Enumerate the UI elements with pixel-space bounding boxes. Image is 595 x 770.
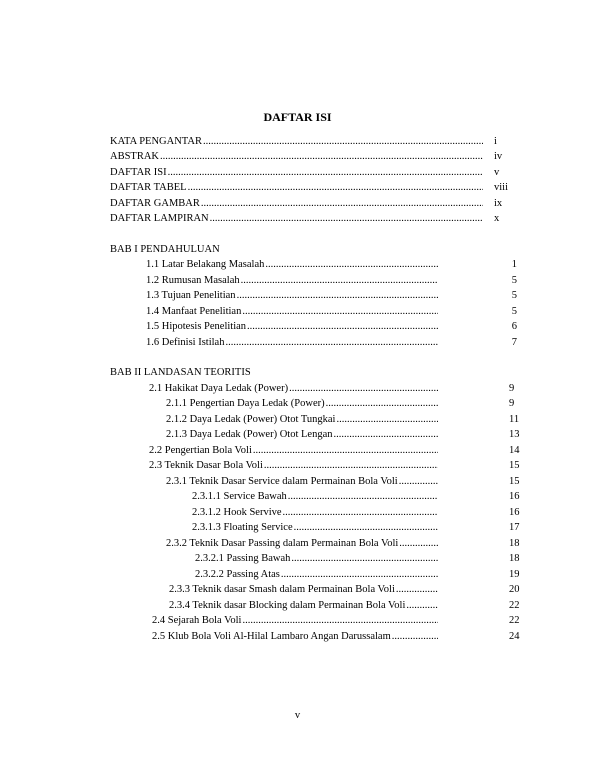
toc-entry[interactable] — [166, 536, 439, 551]
toc-page: 9 — [509, 383, 515, 394]
toc-entry-daftar-gambar[interactable] — [110, 196, 484, 211]
toc-page: 7 — [511, 337, 517, 348]
toc-entry[interactable] — [146, 273, 439, 288]
toc-page: 1 — [511, 259, 517, 270]
toc-entry[interactable] — [149, 458, 439, 473]
toc-label: 1.4 Manfaat Penelitian — [146, 306, 242, 317]
toc-entry[interactable] — [192, 505, 439, 520]
toc-label: 2.3.1 Teknik Dasar Service dalam Permainan Bola Voli — [166, 476, 398, 487]
toc-label: DAFTAR GAMBAR — [110, 198, 200, 209]
toc-label: 1.6 Definisi Istilah — [146, 337, 225, 348]
toc-label: 2.4 Sejarah Bola Voli — [152, 615, 242, 626]
toc-entry-abstrak[interactable] — [110, 149, 484, 164]
toc-label: 2.1.3 Daya Ledak (Power) Otot Lengan — [166, 429, 333, 440]
toc-entry[interactable] — [166, 427, 439, 442]
toc-entry[interactable] — [152, 613, 439, 628]
toc-label: 2.3.4 Teknik dasar Blocking dalam Permainan Bola Voli — [169, 600, 406, 611]
toc-label: 1.2 Rumusan Masalah — [146, 275, 240, 286]
toc-page: 5 — [511, 290, 517, 301]
toc-page: i — [494, 136, 497, 147]
toc-page: ix — [494, 198, 503, 209]
toc-entry[interactable] — [166, 396, 439, 411]
chapter-heading: BAB II LANDASAN TEORITIS — [110, 367, 251, 378]
toc-label: 2.1 Hakikat Daya Ledak (Power) — [149, 383, 289, 394]
toc-label: 2.3.1.1 Service Bawah — [192, 491, 287, 502]
toc-page: 17 — [509, 522, 520, 533]
toc-page: iv — [494, 151, 503, 162]
toc-entry[interactable] — [195, 567, 439, 582]
toc-page: 24 — [509, 631, 520, 642]
toc-page: 18 — [509, 538, 520, 549]
toc-label: 2.3.1.3 Floating Service — [192, 522, 293, 533]
toc-page: v — [494, 167, 500, 178]
toc-entry[interactable] — [149, 443, 439, 458]
toc-page: 15 — [509, 476, 520, 487]
toc-label: 2.1.2 Daya Ledak (Power) Otot Tungkai — [166, 414, 336, 425]
page-number: v — [294, 710, 301, 721]
toc-entry[interactable] — [195, 551, 439, 566]
toc-entry[interactable] — [192, 520, 439, 535]
page-title: DAFTAR ISI — [263, 110, 332, 124]
toc-label: 1.3 Tujuan Penelitian — [146, 290, 236, 301]
toc-entry[interactable] — [149, 381, 439, 396]
toc-label: 2.3.2.1 Passing Bawah — [195, 553, 291, 564]
toc-page: 19 — [509, 569, 520, 580]
toc-page: 18 — [509, 553, 520, 564]
toc-label: 2.3.1.2 Hook Servive — [192, 507, 282, 518]
toc-label: 2.3 Teknik Dasar Bola Voli — [149, 460, 263, 471]
chapter-heading: BAB I PENDAHULUAN — [110, 244, 220, 255]
toc-label: 2.3.2.2 Passing Atas — [195, 569, 280, 580]
toc-entry[interactable] — [146, 335, 439, 350]
toc-entry[interactable] — [192, 489, 439, 504]
toc-label: 2.1.1 Pengertian Daya Ledak (Power) — [166, 398, 325, 409]
toc-page: 5 — [511, 275, 517, 286]
toc-page: 14 — [509, 445, 520, 456]
toc-label: ABSTRAK — [110, 151, 160, 162]
toc-entry-daftar-lampiran[interactable] — [110, 211, 484, 226]
toc-page: 5 — [511, 306, 517, 317]
toc-entry[interactable] — [146, 257, 439, 272]
toc-page: x — [494, 213, 500, 224]
toc-page: 13 — [509, 429, 520, 440]
toc-label: 1.5 Hipotesis Penelitian — [146, 321, 247, 332]
toc-entry-daftar-isi[interactable] — [110, 165, 484, 180]
toc-label: DAFTAR ISI — [110, 167, 167, 178]
toc-entry[interactable] — [146, 319, 439, 334]
toc-page: viii — [494, 182, 509, 193]
toc-page: 11 — [509, 414, 520, 425]
toc-page: 20 — [509, 584, 520, 595]
toc-entry[interactable] — [152, 629, 439, 644]
toc-entry[interactable] — [169, 598, 439, 613]
toc-page: 22 — [509, 600, 520, 611]
toc-label: 1.1 Latar Belakang Masalah — [146, 259, 265, 270]
toc-entry[interactable] — [146, 304, 439, 319]
toc-label: KATA PENGANTAR — [110, 136, 202, 147]
toc-label: 2.3.2 Teknik Dasar Passing dalam Permainan Bola Voli — [166, 538, 399, 549]
toc-label: DAFTAR TABEL — [110, 182, 187, 193]
toc-label: 2.3.3 Teknik dasar Smash dalam Permainan Bola Voli — [169, 584, 395, 595]
toc-label: DAFTAR LAMPIRAN — [110, 213, 209, 224]
toc-entry-daftar-tabel[interactable] — [110, 180, 484, 195]
toc-label: 2.2 Pengertian Bola Voli — [149, 445, 252, 456]
toc-entry[interactable] — [166, 412, 439, 427]
toc-entry[interactable] — [146, 288, 439, 303]
toc-page: 16 — [509, 491, 520, 502]
toc-entry-kata-pengantar[interactable] — [110, 134, 484, 149]
toc-entry[interactable] — [166, 474, 439, 489]
toc-page: 9 — [509, 398, 515, 409]
toc-page: 22 — [509, 615, 520, 626]
toc-page: 15 — [509, 460, 520, 471]
toc-entry[interactable] — [169, 582, 439, 597]
toc-page: 6 — [511, 321, 517, 332]
toc-page: 16 — [509, 507, 520, 518]
toc-label: 2.5 Klub Bola Voli Al-Hilal Lambaro Angan Darussalam — [152, 631, 391, 642]
